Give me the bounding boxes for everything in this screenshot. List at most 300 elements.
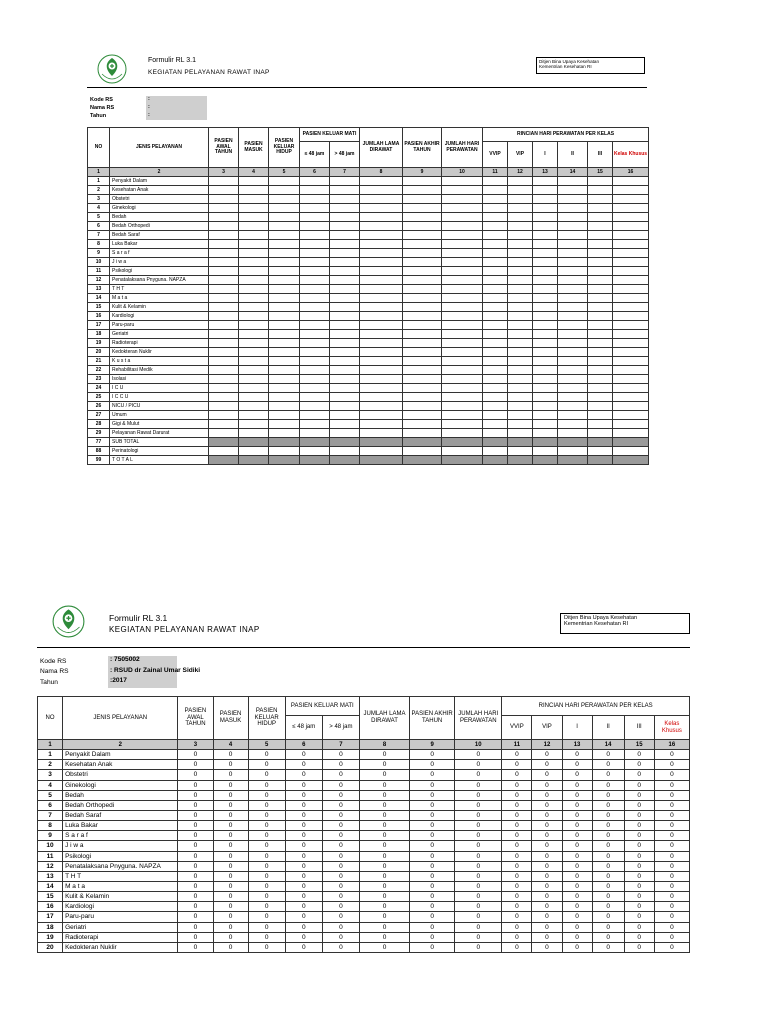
data-cell[interactable] [483,204,508,213]
data-cell[interactable] [508,321,533,330]
value-cell[interactable]: 0 [654,922,689,932]
data-cell[interactable] [269,339,300,348]
data-cell[interactable] [483,357,508,366]
data-cell[interactable] [613,303,649,312]
value-cell[interactable]: 0 [178,831,213,841]
data-cell[interactable] [533,222,558,231]
data-cell[interactable] [533,267,558,276]
data-cell[interactable] [403,330,442,339]
data-cell[interactable] [360,186,403,195]
value-cell[interactable]: 0 [248,760,285,770]
data-cell[interactable] [269,276,300,285]
data-cell[interactable] [269,195,300,204]
data-cell[interactable] [239,384,269,393]
data-cell[interactable] [403,438,442,447]
value-cell[interactable]: 0 [654,821,689,831]
data-cell[interactable] [269,402,300,411]
data-cell[interactable] [613,240,649,249]
value-cell[interactable]: 0 [410,750,455,760]
data-cell[interactable] [588,177,613,186]
data-cell[interactable] [300,456,330,465]
data-cell[interactable] [483,321,508,330]
data-cell[interactable] [588,456,613,465]
data-cell[interactable] [442,258,483,267]
data-cell[interactable] [209,429,239,438]
value-cell[interactable]: 0 [322,902,359,912]
value-cell[interactable]: 0 [410,871,455,881]
value-cell[interactable]: 0 [248,750,285,760]
data-cell[interactable] [403,195,442,204]
value-cell[interactable]: 0 [410,770,455,780]
data-cell[interactable] [613,231,649,240]
value-cell[interactable]: 0 [624,932,654,942]
data-cell[interactable] [533,285,558,294]
data-cell[interactable] [330,177,360,186]
value-cell[interactable]: 0 [410,831,455,841]
value-cell[interactable]: 0 [654,871,689,881]
data-cell[interactable] [508,204,533,213]
data-cell[interactable] [239,195,269,204]
data-cell[interactable] [360,321,403,330]
value-cell[interactable]: 0 [502,790,532,800]
data-cell[interactable] [508,393,533,402]
value-cell[interactable]: 0 [285,841,322,851]
data-cell[interactable] [613,312,649,321]
value-cell[interactable]: 0 [592,892,624,902]
data-cell[interactable] [442,339,483,348]
value-cell[interactable]: 0 [455,831,502,841]
value-cell[interactable]: 0 [359,922,409,932]
data-cell[interactable] [442,186,483,195]
value-cell[interactable]: 0 [562,831,592,841]
value-cell[interactable]: 0 [359,861,409,871]
value-cell[interactable]: 0 [359,750,409,760]
data-cell[interactable] [508,330,533,339]
data-cell[interactable] [209,195,239,204]
data-cell[interactable] [360,294,403,303]
value-cell[interactable]: 0 [322,942,359,952]
data-cell[interactable] [442,213,483,222]
value-cell[interactable]: 0 [359,810,409,820]
data-cell[interactable] [239,249,269,258]
data-cell[interactable] [300,429,330,438]
data-cell[interactable] [558,267,588,276]
value-cell[interactable]: 0 [410,790,455,800]
data-cell[interactable] [209,402,239,411]
value-cell[interactable]: 0 [248,851,285,861]
data-cell[interactable] [533,213,558,222]
value-cell[interactable]: 0 [213,881,248,891]
data-cell[interactable] [330,429,360,438]
data-cell[interactable] [360,420,403,429]
data-cell[interactable] [613,222,649,231]
value-cell[interactable]: 0 [178,750,213,760]
data-cell[interactable] [588,339,613,348]
data-cell[interactable] [403,177,442,186]
value-cell[interactable]: 0 [410,780,455,790]
value-cell[interactable]: 0 [624,800,654,810]
data-cell[interactable] [209,411,239,420]
data-cell[interactable] [360,438,403,447]
value-cell[interactable]: 0 [285,942,322,952]
data-cell[interactable] [403,222,442,231]
value-cell[interactable]: 0 [455,810,502,820]
data-cell[interactable] [239,348,269,357]
data-cell[interactable] [588,195,613,204]
data-cell[interactable] [442,240,483,249]
data-cell[interactable] [508,438,533,447]
data-cell[interactable] [483,267,508,276]
data-cell[interactable] [403,321,442,330]
data-cell[interactable] [209,456,239,465]
data-cell[interactable] [442,231,483,240]
value-cell[interactable]: 0 [322,790,359,800]
value-cell[interactable]: 0 [455,942,502,952]
value-cell[interactable]: 0 [248,881,285,891]
value-cell[interactable]: 0 [592,770,624,780]
data-cell[interactable] [239,420,269,429]
value-cell[interactable]: 0 [359,800,409,810]
data-cell[interactable] [300,339,330,348]
data-cell[interactable] [300,420,330,429]
data-cell[interactable] [442,411,483,420]
value-cell[interactable]: 0 [502,871,532,881]
data-cell[interactable] [588,222,613,231]
data-cell[interactable] [300,411,330,420]
data-cell[interactable] [403,375,442,384]
data-cell[interactable] [588,276,613,285]
value-cell[interactable]: 0 [178,841,213,851]
data-cell[interactable] [508,303,533,312]
data-cell[interactable] [533,366,558,375]
value-cell[interactable]: 0 [624,902,654,912]
value-cell[interactable]: 0 [213,780,248,790]
data-cell[interactable] [330,249,360,258]
value-cell[interactable]: 0 [455,871,502,881]
value-cell[interactable]: 0 [213,851,248,861]
data-cell[interactable] [613,375,649,384]
value-cell[interactable]: 0 [502,841,532,851]
data-cell[interactable] [533,384,558,393]
value-cell[interactable]: 0 [455,770,502,780]
data-cell[interactable] [442,384,483,393]
value-cell[interactable]: 0 [592,790,624,800]
value-cell[interactable]: 0 [455,780,502,790]
value-cell[interactable]: 0 [654,770,689,780]
data-cell[interactable] [239,402,269,411]
value-cell[interactable]: 0 [322,770,359,780]
data-cell[interactable] [209,321,239,330]
value-cell[interactable]: 0 [532,760,562,770]
data-cell[interactable] [613,402,649,411]
data-cell[interactable] [360,429,403,438]
data-cell[interactable] [483,249,508,258]
value-cell[interactable]: 0 [624,841,654,851]
data-cell[interactable] [558,348,588,357]
data-cell[interactable] [558,303,588,312]
data-cell[interactable] [588,393,613,402]
data-cell[interactable] [533,447,558,456]
data-cell[interactable] [588,294,613,303]
value-cell[interactable]: 0 [592,800,624,810]
value-cell[interactable]: 0 [178,912,213,922]
data-cell[interactable] [588,321,613,330]
data-cell[interactable] [300,204,330,213]
data-cell[interactable] [330,312,360,321]
value-cell[interactable]: 0 [359,780,409,790]
data-cell[interactable] [442,447,483,456]
value-cell[interactable]: 0 [562,760,592,770]
value-cell[interactable]: 0 [654,902,689,912]
data-cell[interactable] [300,285,330,294]
nama-rs-value[interactable]: : [146,104,207,112]
data-cell[interactable] [239,294,269,303]
data-cell[interactable] [403,348,442,357]
data-cell[interactable] [483,429,508,438]
value-cell[interactable]: 0 [592,942,624,952]
value-cell[interactable]: 0 [654,810,689,820]
data-cell[interactable] [239,330,269,339]
data-cell[interactable] [442,222,483,231]
data-cell[interactable] [588,420,613,429]
data-cell[interactable] [483,195,508,204]
value-cell[interactable]: 0 [592,760,624,770]
data-cell[interactable] [209,222,239,231]
data-cell[interactable] [330,375,360,384]
data-cell[interactable] [330,402,360,411]
data-cell[interactable] [613,276,649,285]
data-cell[interactable] [533,258,558,267]
data-cell[interactable] [442,375,483,384]
value-cell[interactable]: 0 [624,922,654,932]
value-cell[interactable]: 0 [322,800,359,810]
data-cell[interactable] [533,204,558,213]
value-cell[interactable]: 0 [178,800,213,810]
data-cell[interactable] [209,276,239,285]
data-cell[interactable] [330,420,360,429]
data-cell[interactable] [613,438,649,447]
value-cell[interactable]: 0 [592,810,624,820]
data-cell[interactable] [558,411,588,420]
data-cell[interactable] [239,240,269,249]
value-cell[interactable]: 0 [455,760,502,770]
data-cell[interactable] [508,447,533,456]
value-cell[interactable]: 0 [213,790,248,800]
value-cell[interactable]: 0 [562,902,592,912]
data-cell[interactable] [269,240,300,249]
data-cell[interactable] [239,357,269,366]
data-cell[interactable] [483,330,508,339]
data-cell[interactable] [588,429,613,438]
data-cell[interactable] [613,177,649,186]
value-cell[interactable]: 0 [532,902,562,912]
data-cell[interactable] [508,285,533,294]
value-cell[interactable]: 0 [285,760,322,770]
data-cell[interactable] [483,303,508,312]
value-cell[interactable]: 0 [624,770,654,780]
data-cell[interactable] [360,357,403,366]
data-cell[interactable] [483,393,508,402]
data-cell[interactable] [533,240,558,249]
data-cell[interactable] [209,240,239,249]
data-cell[interactable] [533,321,558,330]
data-cell[interactable] [360,249,403,258]
value-cell[interactable]: 0 [455,881,502,891]
data-cell[interactable] [239,204,269,213]
data-cell[interactable] [300,240,330,249]
value-cell[interactable]: 0 [502,810,532,820]
data-cell[interactable] [269,312,300,321]
value-cell[interactable]: 0 [410,810,455,820]
data-cell[interactable] [558,384,588,393]
data-cell[interactable] [269,447,300,456]
data-cell[interactable] [588,186,613,195]
data-cell[interactable] [613,420,649,429]
data-cell[interactable] [558,195,588,204]
value-cell[interactable]: 0 [502,861,532,871]
data-cell[interactable] [330,366,360,375]
value-cell[interactable]: 0 [285,831,322,841]
data-cell[interactable] [533,357,558,366]
data-cell[interactable] [300,222,330,231]
kode-rs-value[interactable]: : [146,96,207,104]
data-cell[interactable] [483,222,508,231]
data-cell[interactable] [558,240,588,249]
data-cell[interactable] [300,375,330,384]
data-cell[interactable] [239,213,269,222]
data-cell[interactable] [533,420,558,429]
data-cell[interactable] [330,213,360,222]
data-cell[interactable] [330,294,360,303]
data-cell[interactable] [269,258,300,267]
value-cell[interactable]: 0 [455,932,502,942]
data-cell[interactable] [442,204,483,213]
data-cell[interactable] [483,384,508,393]
data-cell[interactable] [209,303,239,312]
data-cell[interactable] [613,249,649,258]
value-cell[interactable]: 0 [178,892,213,902]
data-cell[interactable] [330,393,360,402]
value-cell[interactable]: 0 [285,892,322,902]
value-cell[interactable]: 0 [532,790,562,800]
value-cell[interactable]: 0 [502,780,532,790]
data-cell[interactable] [533,177,558,186]
data-cell[interactable] [239,366,269,375]
data-cell[interactable] [588,411,613,420]
value-cell[interactable]: 0 [248,810,285,820]
value-cell[interactable]: 0 [592,902,624,912]
value-cell[interactable]: 0 [213,871,248,881]
data-cell[interactable] [588,258,613,267]
value-cell[interactable]: 0 [213,821,248,831]
value-cell[interactable]: 0 [502,851,532,861]
value-cell[interactable]: 0 [213,892,248,902]
value-cell[interactable]: 0 [410,821,455,831]
data-cell[interactable] [269,393,300,402]
data-cell[interactable] [558,438,588,447]
data-cell[interactable] [558,393,588,402]
value-cell[interactable]: 0 [322,871,359,881]
value-cell[interactable]: 0 [502,800,532,810]
value-cell[interactable]: 0 [248,892,285,902]
value-cell[interactable]: 0 [654,892,689,902]
value-cell[interactable]: 0 [562,942,592,952]
value-cell[interactable]: 0 [562,790,592,800]
value-cell[interactable]: 0 [592,841,624,851]
data-cell[interactable] [533,276,558,285]
data-cell[interactable] [209,393,239,402]
data-cell[interactable] [442,402,483,411]
value-cell[interactable]: 0 [322,821,359,831]
data-cell[interactable] [483,366,508,375]
data-cell[interactable] [403,312,442,321]
value-cell[interactable]: 0 [359,770,409,780]
value-cell[interactable]: 0 [248,780,285,790]
value-cell[interactable]: 0 [285,810,322,820]
value-cell[interactable]: 0 [359,932,409,942]
data-cell[interactable] [483,213,508,222]
data-cell[interactable] [588,348,613,357]
data-cell[interactable] [558,375,588,384]
data-cell[interactable] [330,384,360,393]
value-cell[interactable]: 0 [592,821,624,831]
data-cell[interactable] [483,285,508,294]
value-cell[interactable]: 0 [654,881,689,891]
value-cell[interactable]: 0 [624,760,654,770]
data-cell[interactable] [269,222,300,231]
value-cell[interactable]: 0 [654,851,689,861]
value-cell[interactable]: 0 [624,790,654,800]
data-cell[interactable] [558,447,588,456]
value-cell[interactable]: 0 [624,821,654,831]
data-cell[interactable] [300,276,330,285]
value-cell[interactable]: 0 [654,790,689,800]
value-cell[interactable]: 0 [285,821,322,831]
value-cell[interactable]: 0 [502,881,532,891]
data-cell[interactable] [558,402,588,411]
data-cell[interactable] [300,393,330,402]
data-cell[interactable] [330,456,360,465]
value-cell[interactable]: 0 [654,912,689,922]
data-cell[interactable] [360,177,403,186]
data-cell[interactable] [300,303,330,312]
data-cell[interactable] [508,420,533,429]
data-cell[interactable] [330,231,360,240]
value-cell[interactable]: 0 [455,902,502,912]
data-cell[interactable] [533,411,558,420]
data-cell[interactable] [209,357,239,366]
data-cell[interactable] [533,438,558,447]
value-cell[interactable]: 0 [178,780,213,790]
data-cell[interactable] [508,222,533,231]
data-cell[interactable] [483,411,508,420]
value-cell[interactable]: 0 [359,821,409,831]
data-cell[interactable] [442,267,483,276]
data-cell[interactable] [300,294,330,303]
value-cell[interactable]: 0 [359,942,409,952]
value-cell[interactable]: 0 [624,861,654,871]
data-cell[interactable] [269,375,300,384]
data-cell[interactable] [508,411,533,420]
data-cell[interactable] [360,195,403,204]
value-cell[interactable]: 0 [285,861,322,871]
data-cell[interactable] [508,249,533,258]
data-cell[interactable] [558,321,588,330]
data-cell[interactable] [300,357,330,366]
value-cell[interactable]: 0 [562,750,592,760]
value-cell[interactable]: 0 [178,902,213,912]
data-cell[interactable] [588,375,613,384]
